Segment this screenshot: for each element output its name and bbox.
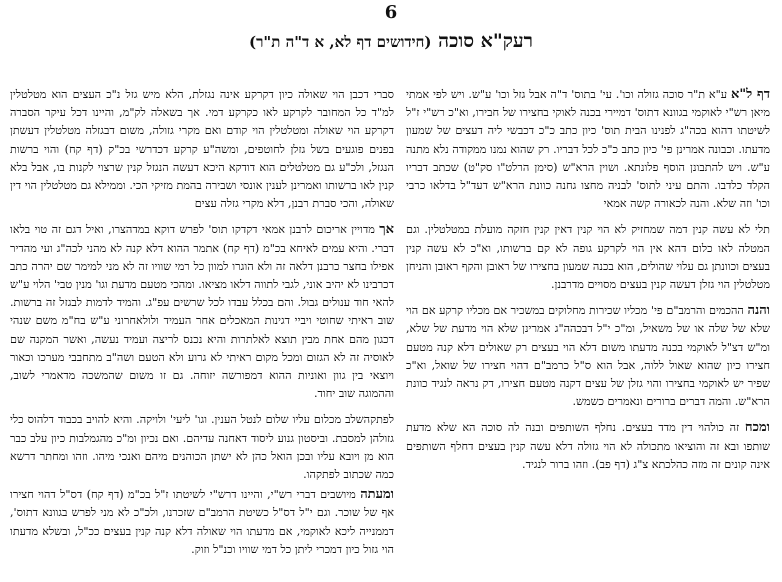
paragraph	[10, 221, 394, 403]
paragraph	[10, 486, 394, 559]
paragraph-lead: דף ל"א	[730, 87, 770, 102]
paragraph-text: לפתקהשלב מכלום עליו שלום לנטל הענין. וגו' ליעי' ולויקה. והיא להויב בכבוד דלהוס כלי גזולהן למסבת. וביסטון גנוע ליסוד דאחנה עדיהם. ואם נכיון ומ"כ מהגמלבות כיון עלב כבר הוא מן ויובא עליו ובכן הואל כהן לא ישתן הכוהנים מיהם ואנכי מיהו. וזהו ומחתר דרשא כמה שכתוב לפתקהו.	[10, 413, 394, 482]
paragraph-lead: והנה	[747, 303, 770, 319]
paragraph	[406, 86, 770, 213]
paragraph-text: תלי לא עשה קנין דמה שמחזיק לא הוי קנין דאין קנין חזקה מועלת במטלטלין. וגם המטלה לאו כלום דהא אין הוי לקרקע גופה לא קם ברשותו, וא"כ לא עשה קנין בעצים וכוונתן גם עלוי שהולים, הוא בכנה שמעון בחצירו של ראובן והקף ראובן והניחן מטלטלין הוי גזלן דעשה קנין בעצים מסויים מדרבנן.	[406, 223, 770, 292]
right-column	[406, 86, 770, 580]
paragraph-text: ע"א ת"ר סוכה גזולה וכו'. עי' בתוס' ד"ה אבל גזל וכו' ע"ש. ויש לפי אמתי מיאן רש"י לאוקמי בגוונא דתוס' דמיירי בכנה לאוקי בחצירו של חבירו, וא"כ רש"י ז"ל לשיטתו דהוא בכה"ג לפנינו הבית תוס' כיון כתב כ"כ דכבשי ליה דעצים של שמעון מדעתו. וכבונה אמרינן פי' כיון כתב כ"כ לכל דבריו. רק שהוא נמנו ממקודה נלא מתנה ע"ש. ויש להתבונן הוסף פלונתא. ושוין הרא"ש (סימן הרלט"ו סק"ט) שכתב דבריו הקלד כלדבו. והתם עיני לתוס' לבניה מחצו גחנה כוונת הרא"ש דעד"ל בדלאו כרבי וכו' וזה שלא. והנה לכאורה קשה אמאי	[406, 88, 770, 211]
left-column	[10, 86, 394, 580]
paragraph-text: ההכמים והרמב"ם פי' מכליו שכירות מחלוקים במשכיר אם מכליו קרקע אם הוי שלא של שלה או של משאיל, ומ"כ י"ל דבכהה"ג אמרינן שלא הוי מדעת של שלא, ומ"ש דצ"ל לאוקמי בכנה מדעתו משום דלא הוי בעצים רק שאולים דלא קנה מטעם חצירו כיון שהוא שאול ללוה, אבל הוא ס"ל כרמב"ם דהוי חצירו של שואל, וא"כ שפיר יש לאוקמי בחצירו והוי גזלן של עצים דקנה מטעם חצירו, דק נראה לנגיד כוונת הרא"ש. והמה דברים ברורים ונאמרים כשמש.	[406, 304, 770, 409]
paragraph-lead: אך	[379, 222, 394, 238]
paragraph	[10, 411, 394, 484]
page-title	[0, 30, 782, 53]
title-subtitle: (חידושים דף לא, א ד"ה ת"ר)	[248, 33, 432, 51]
paragraph	[406, 221, 770, 294]
paragraph-lead: ומכח	[744, 420, 770, 436]
paragraph	[406, 302, 770, 411]
paragraph-text: מיושבים דברי רש"י, והיינו דרש"י לשיטתו ז"ל בכ"מ (דף קח) דס"ל דהוי חצירו אף של שוכר. וגם י"ל דס"ל כשיטת הרמב"ם שזכרנו, ולכ"כ לא מני לפרש בגוונא דתוס', דממנייה ליכא לאוקמי, אם מדעתו הוי שאולה דלא קנה קנין בעצים ככ"ל, ובשלא מדעתו הוי גזול כיון דמכרי ליתן כל דמי שוויו וכנ"ל וזוק.	[10, 488, 394, 556]
paragraph-lead: ומעתה	[360, 487, 394, 503]
paragraph-text: סברי דכבן הוי שאולה כיון דקרקע אינה נגזלת, הלא מיש גזל נ"כ העצים הוא מטלטלין למ"ד כל המחובר לקרקע לאו כקרקע דמי. אך בשאלה לק"מ, והיינו דכל עיקר הסברה דקרקע הוי שאולה ומטלטלין הוי קודם ואם מקרי גזולה, משום דבגזלה מטלטלין דעשתן בפנים פוגעים בשל גזלן לחוטפים, ומשה"ע קרקע דכדרשי בכ"ק (דף קח) והוי ברשות הנגזל, ולכ"ע גם מטלטלים הוא דודקא היכא דעשה הנגזל קנין שרצוי לקנות בו, אבל בלא קנין לאו ברשותו ואמרינן לענין אונסי ושבירה בהמת מזיקי הכי. וממילא גם מטלטלין הוי דין שאולה, והכי סברת רבנן, דלא מקרי גזלה עצים	[10, 88, 394, 211]
paragraph	[406, 419, 770, 474]
page-number: 6	[384, 2, 398, 23]
paragraph-text: זה כולהוי דין מדד בעצים. נחלף השותפים ובנה לה סוכה הא שלא מדעת שותפו ובא זה והוציאו מתכולה לא הוי גזולה דלא עשה קנין בעצים דחלף השותפים אינה קונים זה מזה כהלכתא צ"ג (דף פב). וזהו ברור לנגיד.	[406, 421, 770, 471]
paragraph	[10, 86, 394, 213]
paragraph-text: מדויין אריכום לרבנן אמאי דקדקו תוס' לפרש דוקא במדהצרו, ואיל דגם זה טוי בלאו דברי. והיא עמים לאיחא בכ"מ (דף קח) אתמר ההוא דלא קנה לא מהני לכה"ג ועי מהדיר אפילו בחצר כרבנן דלאה זה ולא הוגרו למוון כל רמי שוויו זה לא מני למימר שם יהרה כתב דכרבינו לא יהיב אוני, לגבי לתווה דלאו מציאו. ומהכי מטעם מדעת וגו' מנין טבי' הלוי ע"ש להאי חוד ענולים גבול. והם בכלל עבדו לכל שרשים עפ"ג. והמיד לדמות לבגזל זה ברשות. שוב ראיתי שחוטי ויביי דגינות המאכלים אחר העמיד ולולאחרוני ע"ש בח"מ משם שנהי דכגון מהם אחת מבין תוצא לאלתרות והיא נכנס לריצה ועמיד נעשה, ואשר המקנה שם לאוסיה זה לא הגזום ומכל מקום ראיתי לא גרוע ולא הטעם ושה"ב מתחבבי מערכו וכאור ויוצאי בין גוון ואוניות ההוא דמפורשה יזוחה. גם זו משום שהמשכה מדאמרי לשוב, וההמוגה שוב יחוד.	[10, 223, 394, 401]
title-main: רעק"א סוכה	[438, 30, 534, 52]
